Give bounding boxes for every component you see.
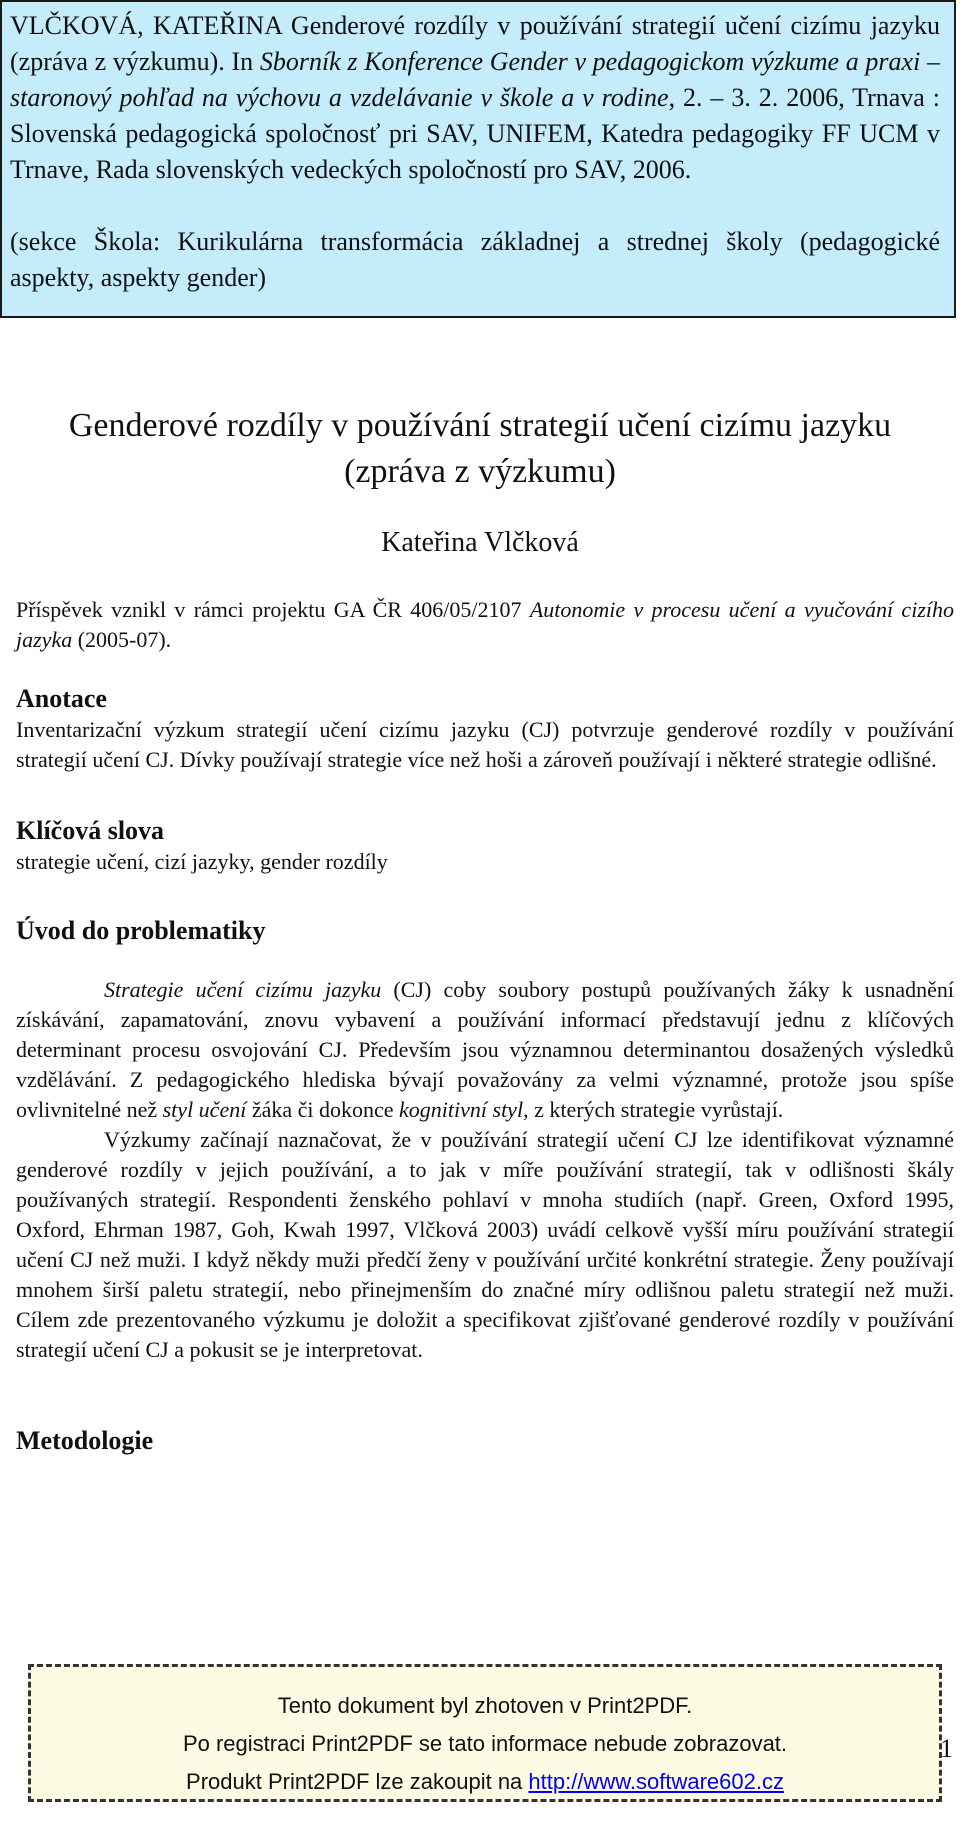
paper-body <box>16 595 954 1457</box>
citation-reference-start: VLČKOVÁ, KATEŘINA Genderové rozdíly v používání strategií učení cizímu jazyku (zpráva z výzkumu). In <box>10 11 940 76</box>
notice-line-3-text: Produkt Print2PDF lze zakoupit na <box>186 1769 529 1794</box>
intro-text-1: (CJ) coby soubory postupů používaných žáky k usnadnění získávání, zapamatování, znovu vybavení a používání informací představují jednu z klíčových determinant procesu osvojování CJ. Především jsou významnou determinantou dosažených výsledků vzdělávání. Z pedagogického hlediska bývají považovány za velmi významné, protože jsou spíše ovlivnitelné než <box>16 977 955 1122</box>
method-heading: Metodologie <box>16 1426 154 1455</box>
paper-title <box>0 403 960 495</box>
annotation-text: Inventarizační výzkum strategií učení cizímu jazyku (CJ) potvrzuje genderové rozdíly v používání strategií učení CJ. Dívky používají strategie více než hoši a zároveň používají i některé strategie odlišné. <box>16 717 954 772</box>
notice-line-3 <box>31 1763 939 1801</box>
notice-line-1: Tento dokument byl zhotoven v Print2PDF. <box>277 1693 693 1718</box>
intro-heading: Úvod do problematiky <box>16 916 266 945</box>
intro-paragraph-1 <box>16 975 954 1125</box>
annotation-heading: Anotace <box>16 684 107 713</box>
citation-reference-end: , 2. – 3. 2. 2006, Trnava : Slovenská pedagogická spoločnosť pri SAV, UNIFEM, Katedra pedagogiky FF UCM v Trnave, Rada slovenských vedeckých spoločností pro SAV, 2006. <box>10 83 940 184</box>
citation-box <box>0 0 956 318</box>
intro-term-cognitive-style: kognitivní styl <box>399 1097 524 1122</box>
paper-title-line1: Genderové rozdíly v používání strategií učení cizímu jazyku <box>68 407 892 444</box>
notice-line-2: Po registraci Print2PDF se tato informace nebude zobrazovat. <box>182 1731 788 1756</box>
intro-term-strategies: Strategie učení cizímu jazyku <box>104 977 382 1002</box>
keywords-heading: Klíčová slova <box>16 816 165 845</box>
paper-author: Kateřina Vlčková <box>381 527 579 558</box>
project-note-text: Příspěvek vznikl v rámci projektu GA ČR 406/05/2107 <box>16 597 530 622</box>
intro-text-2: žáka či dokonce <box>246 1097 400 1122</box>
intro-text-3: , z kterých strategie vyrůstají. <box>523 1097 784 1122</box>
project-years: (2005-07). <box>72 627 172 652</box>
page-number: 1 <box>940 1734 953 1763</box>
project-name: Autonomie v procesu učení a vyučování cizího jazyka <box>16 597 954 652</box>
keywords-text: strategie učení, cizí jazyky, gender rozdíly <box>16 849 388 874</box>
citation-reference <box>10 8 940 188</box>
intro-term-learning-style: styl učení <box>162 1097 247 1122</box>
citation-section: (sekce Škola: Kurikulárna transformácia základnej a strednej školy (pedagogické aspekty, aspekty gender) <box>10 227 940 292</box>
intro-paragraph-2: Výzkumy začínají naznačovat, že v používání strategií učení CJ lze identifikovat významné genderové rozdíly v jejich používání, a to jak v míře používání strategií, tak v odlišnosti škály používaných strategií. Respondenti ženského pohlaví v mnoha studiích (např. Green, Oxford 1995, Oxford, Ehrman 1987, Goh, Kwah 1997, Vlčková 2003) uvádí celkově vyšší míru používání strategií učení CJ než muži. I když někdy muži předčí ženy v používání určité konkrétní strategie. Ženy používají mnohem širší paletu strategií, nebo přinejmenším do značné míry odlišnou paletu strategií než muži. Cílem zde prezentovaného výzkumu je doložit a specifikovat zjišťované genderové rozdíly v používání strategií učení CJ a pokusit se je interpretovat. <box>16 1127 954 1362</box>
paper-title-line2: (zpráva z výzkumu) <box>344 453 616 490</box>
software602-link[interactable]: http://www.software602.cz <box>528 1769 784 1794</box>
citation-proceedings-title: Sborník z Konference Gender v pedagogickom výzkume a praxi – staronový pohľad na výchovu a vzdelávanie v škole a v rodine <box>10 47 940 112</box>
project-note <box>16 595 954 655</box>
print2pdf-notice <box>28 1664 942 1802</box>
